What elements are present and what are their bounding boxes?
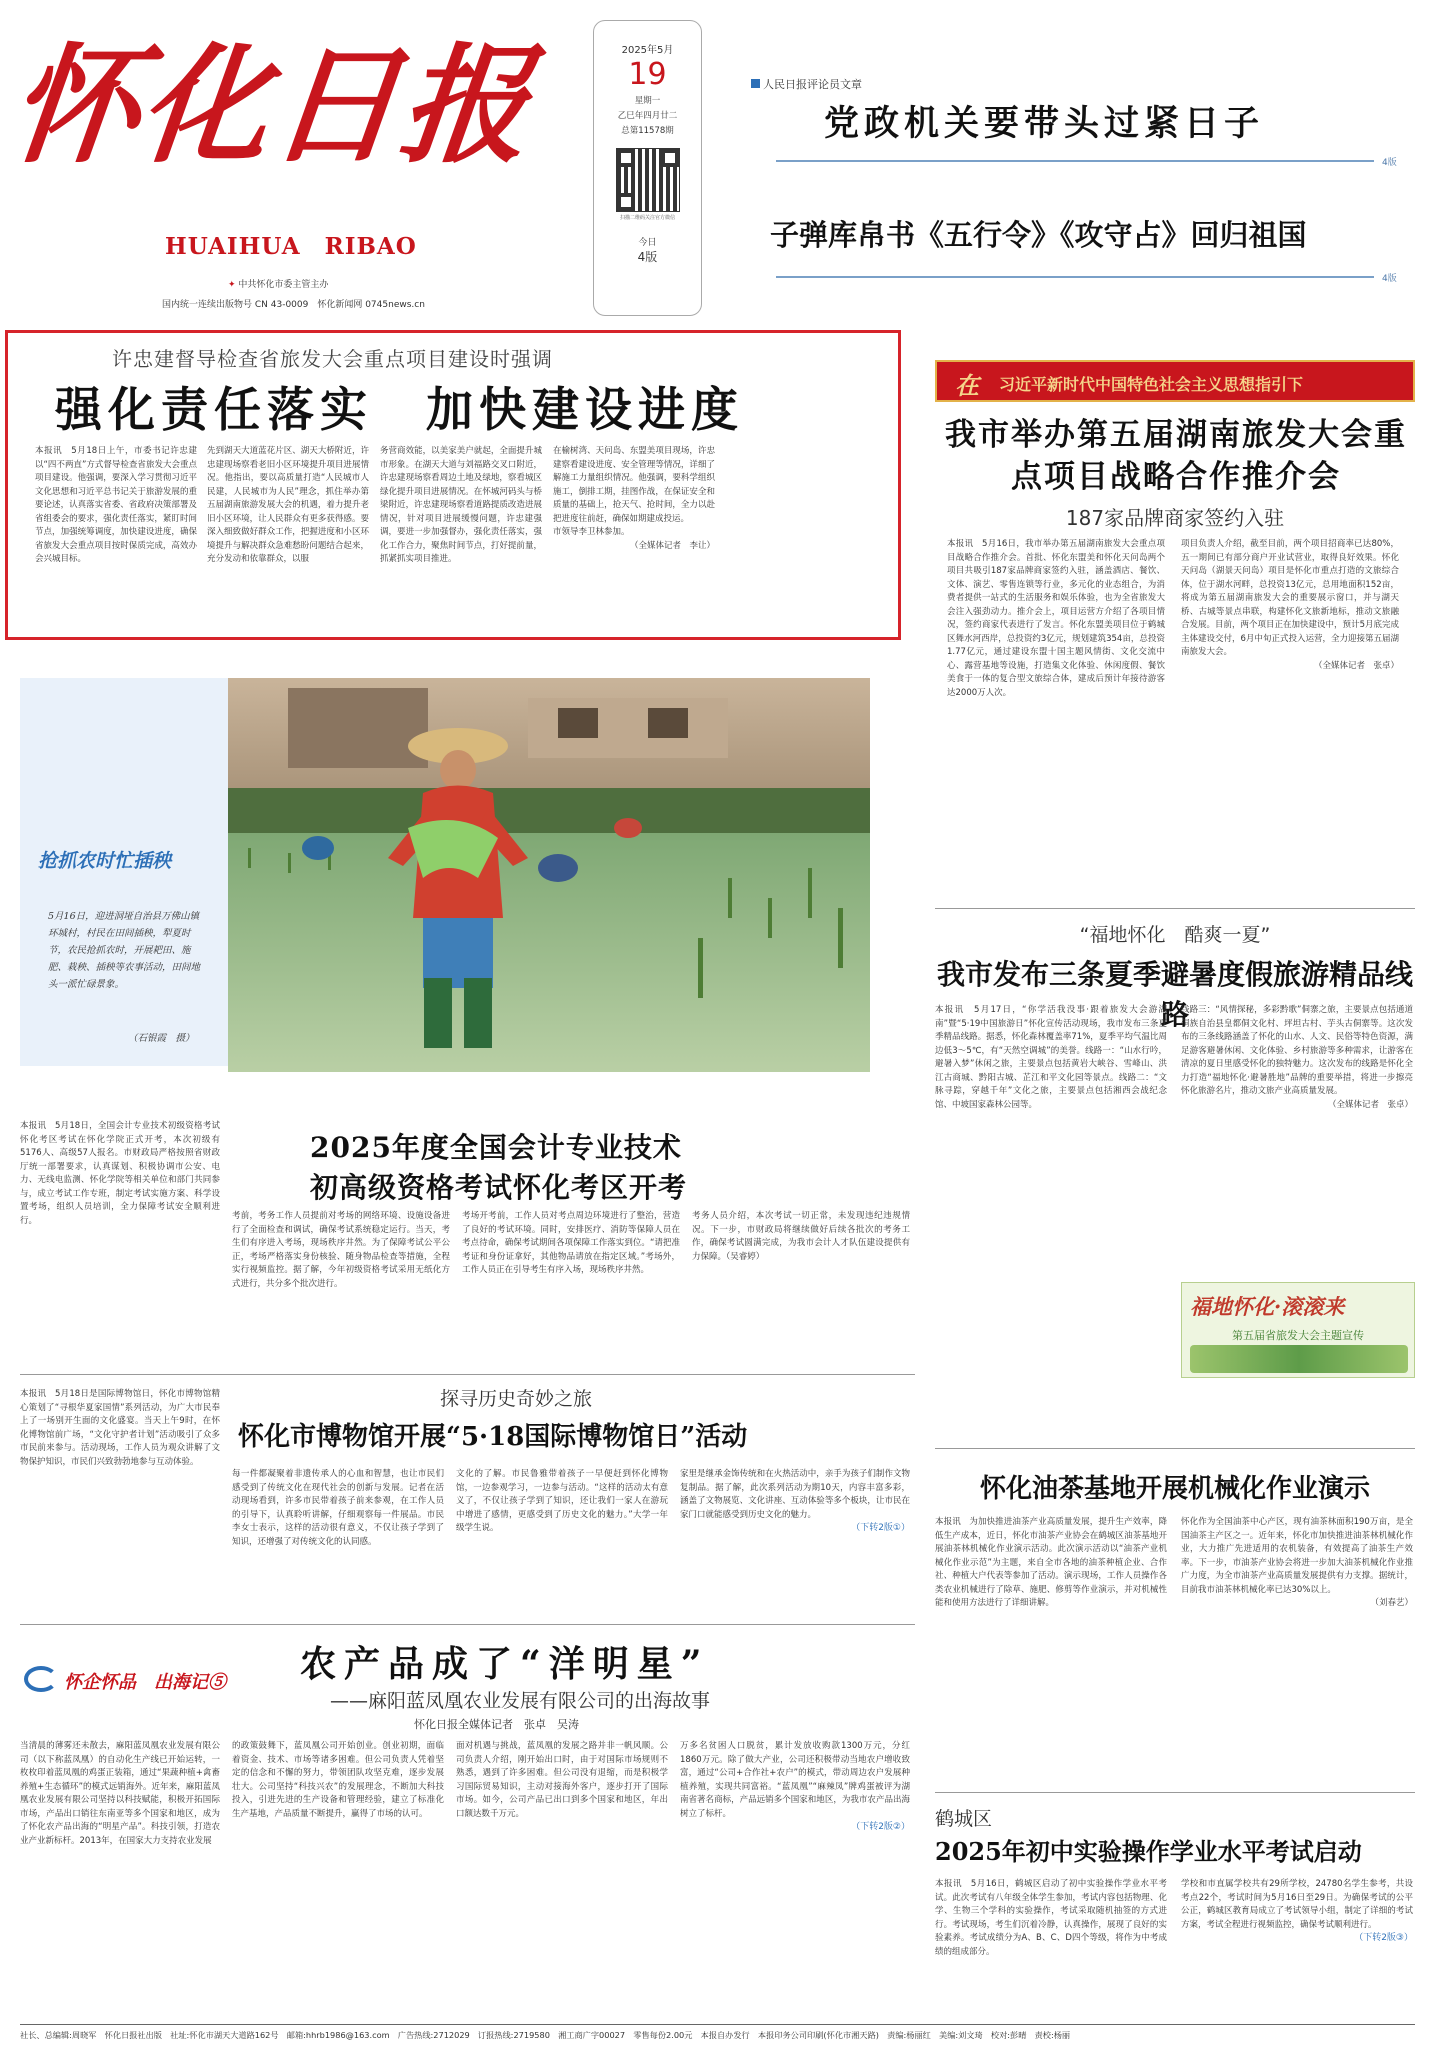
top-headline-1[interactable]: 党政机关要带头过紧日子 — [824, 103, 1265, 144]
issue-number: 总第11578期 — [621, 126, 674, 136]
lead-col-4: 在榆树湾、天问岛、东盟美项目现场，许忠建察看建设进度、安全管理等情况，详细了解施工力量组织情况。他强调，要科学组织施工，倒排工期，挂图作战，在保证安全和质量的基础上，抢天气、抢时间，全力以赴把进度往前赶，确保如期建成投运。 市领导李卫林参加。 （全媒体记者 李让） — [553, 446, 715, 551]
hecheng-continued-link[interactable]: （下转2版③） — [1354, 1933, 1413, 1943]
series-logo-text: 怀企怀品 出海记⑤ — [64, 1672, 226, 1693]
hecheng-col-2: 学校和市直属学校共有29所学校，24780名学生参考，共设考点22个，考试时间为5月16日至29日。为确保考试的公平公正，鹤城区教育局成立了考试领导小组，制定了详细的考试方案，考试全程进行视频监控，确保考试顺利进行。 （下转2版③） — [1181, 1878, 1413, 2018]
publisher: 中共怀化市委主管主办 — [238, 280, 329, 290]
lead-col-1: 本报讯 5月18日上午，市委书记许忠建以“四不两直”方式督导检查省旅发大会重点项目建设。他强调，要深入学习贯彻习近平文化思想和习近平总书记关于旅游发展的重要论述，认真落实省委、省政府决策部署及省组委会的要求，强化责任落实，紧盯时间节点，加强统筹调度，加快建设进度，确保省旅发大会重点项目按时保质完成，高效办会兴城目标。 — [35, 446, 197, 564]
series-logo — [24, 1660, 264, 1700]
hecheng-story — [935, 1800, 1415, 2020]
qr-code-icon[interactable] — [617, 149, 679, 211]
photo-title: 抢抓农时忙插秧 — [38, 850, 172, 872]
side2-title[interactable]: 我市发布三条夏季避暑度假旅游精品线路 — [936, 958, 1413, 1031]
masthead — [0, 0, 1430, 320]
footer-rule — [20, 2024, 1415, 2025]
hecheng-title[interactable]: 2025年初中实验操作学业水平考试启动 — [935, 1837, 1362, 1866]
photo-caption-panel — [20, 678, 228, 1066]
museum-col-1: 本报讯 5月18日是国际博物馆日，怀化市博物馆精心策划了“寻根华夏家国情”系列活动，为广大市民奉上了一场别开生面的文化盛宴。当天上午9时，在怀化博物馆前广场，“文化守护者计划”活动吸引了众多市民前来参与。活动现场，工作人员为观众讲解了文物保护知识，市民们兴致勃勃地参与互动体验。 — [20, 1389, 220, 1467]
agri-col-4: 万多名贫困人口脱贫，累计发放收购款1300万元，分红1860万元。除了做大产业，公司还积极带动当地农户增收致富，通过“公司+合作社+农户”的模式，带动周边农户发展种植养殖，实现共同富裕。“蓝凤凰”“麻辣凤”牌鸡蛋被评为湖南省著名商标，产品远销多个国家和地区，为我市农产品出海树立了标杆。 （下转2版②） — [680, 1740, 910, 2016]
date-lunar: 乙巳年四月廿二 — [617, 111, 678, 121]
tea-col-2: 怀化作为全国油茶中心产区，现有油茶林面积190万亩，是全国油茶主产区之一。近年来，怀化市加快推进油茶林机械化作业，大力推广先进适用的农机装备，有效提高了油茶生产效率。下一步，市油茶产业协会将进一步加大油茶机械化作业推广力度，为全市油茶产业高质量发展提供有力支撑。据统计，目前我市油茶林机械化率已达30%以上。 （刘春艺） — [1181, 1517, 1413, 1608]
tea-story — [935, 1456, 1415, 1788]
agri-continued-link[interactable]: （下转2版②） — [851, 1822, 910, 1832]
side2-col-1: 本报讯 5月17日，“你学活我没事·跟着旅发大会游湖南”暨“5·19中国旅游日”怀化宣传活动现场，我市发布三条夏季精品线路。据悉，怀化森林覆盖率71%，夏季平均气温比周边低3～5℃，有“天然空调城”的美誉。线路一：“山水行吟，避暑入梦”休闲之旅，主要景点包括黄岩大峡谷、雪峰山、洪江古商城、黔阳古城、芷江和平文化园等景点。线路二：“文脉寻踪，穿越千年”文化之旅，主要景点包括湘西会战纪念馆、中坡国家森林公园等。 — [935, 1005, 1167, 1110]
lead-col-3: 务营商效能，以美家美户就起，全面提升城市形象。在湖天大道与刘福路交叉口附近，许忠建现场察看周边土地及绿地，察看城区绿化提升项目进展情况。在怀城河码头与桥梁附近，许忠建现场察看道路提质改造进展情况，针对项目进展缓慢问题，许忠建强调，要进一步加强督办，强化责任落实，强化工作合力，聚焦时间节点，打好提前量，抓紧抓实项目推进。 — [380, 446, 542, 564]
tea-title[interactable]: 怀化油茶基地开展机械化作业演示 — [979, 1474, 1370, 1504]
side1-subtitle: 187家品牌商家签约入驻 — [1065, 506, 1285, 530]
lead-col-2: 先到湖天大道蓝花片区、湖天大桥附近，许忠建现场察看老旧小区环境提升项目进展情况。他指出，要以高质量打造“人民城市人民建，人民城市为人民”理念，抓住举办第五届湖南旅游发展大会的机遇，着力提升老旧小区环境，让人民群众有更多获得感。要深入细致做好群众工作，把握进度和小区环境提升与解决群众急难愁盼问题结合起来，充分发动和依靠群众，以服 — [207, 446, 369, 564]
agri-col-2: 的政策鼓舞下，蓝凤凰公司开始创业。创业初期，面临着资金、技术、市场等诸多困难。但公司负责人凭着坚定的信念和不懈的努力，带领团队攻坚克难，逐步发展壮大。公司坚持“科技兴农”的发展理念，不断加大科技投入，引进先进的生产设备和管理经验，建立了标准化生产基地，产品质量不断提升，赢得了市场的认可。 — [232, 1741, 444, 1819]
museum-title[interactable]: 怀化市博物馆开展“5·18国际博物馆日”活动 — [238, 1422, 748, 1452]
tourism-ad-title: 福地怀化·滚滚来 — [1190, 1294, 1345, 1319]
photo-illustration — [228, 678, 870, 1072]
side2-col-2: 线路三：“风情探秘，多彩黔歌”侗寨之旅，主要景点包括通道侗族自治县皇都侗文化村、坪坦古村、芋头古侗寨等。这次发布的三条线路涵盖了怀化的山水、人文、民俗等特色资源，满足游客避暑休闲、文化体验、乡村旅游等多种需求，让游客在清凉的夏日里感受怀化的独特魅力。这次发布的线路是怀化全力打造“福地怀化·避暑胜地”品牌的重要举措，将进一步擦亮怀化旅游名片，推动文旅产业高质量发展。 （全媒体记者 张卓） — [1181, 1005, 1413, 1110]
museum-story — [20, 1380, 915, 1620]
tea-col-1: 本报讯 为加快推进油茶产业高质量发展，提升生产效率，降低生产成本，近日，怀化市油茶产业协会在鹤城区油茶基地开展油茶林机械化作业演示活动。此次演示活动以“油茶产业机械化作业示范”为主题，来自全市各地的油茶种植企业、合作社、种植大户代表等参加了活动。演示现场，工作人员操作各类农业机械进行了除草、施肥、修剪等作业演示，并对机械性能和使用方法进行了详细讲解。 — [935, 1517, 1167, 1608]
ref-page-2[interactable]: 4版 — [1382, 274, 1397, 284]
publisher-logo-icon: ✦ — [228, 280, 239, 290]
commentary-kicker: 人民日报评论员文章 — [751, 76, 862, 92]
exam-col-3: 考场开考前，工作人员对考点周边环境进行了整治，营造了良好的考试环境。同时，安排医疗、消防等保障人员在考点待命，确保考试期间各项保障工作落实到位。“请把准考证和身份证拿好，其他物品请放在指定区域。”考场外，工作人员正在引导考生有序入场，现场秩序井然。 — [462, 1211, 680, 1275]
photo-credit: （石银霞 摄） — [128, 1033, 195, 1044]
ref-line-2 — [776, 276, 1374, 278]
agri-col-1: 当清晨的薄雾还未散去，麻阳蓝凤凰农业发展有限公司（以下称蓝凤凰）的自动化生产线已开始运转，一枚枚印着蓝凤凰的鸡蛋正装箱，通过“果蔬种植+禽畜养殖+生态循环”的模式远销海外。近年来，麻阳蓝凤凰农业发展有限公司坚持以科技赋能，积极开拓国际市场，产品出口销往东南亚等多个国家和地区，成为了怀化农产品出海的“明星产品”。科技引领，打造农业产业新标杆。2013年，在国家大力支持农业发展 — [20, 1741, 220, 1846]
museum-col-3: 文化的了解。市民鲁雅带着孩子一早便赶到怀化博物馆，一边参观学习，一边参与活动。“这样的活动太有意义了，不仅让孩子学到了知识，还让我们一家人在游玩中增进了感情，更感受到了历史文化的魅力。”大学一年级学生说。 — [456, 1469, 668, 1533]
museum-continued-link[interactable]: （下转2版①） — [851, 1523, 910, 1533]
agri-subtitle: ——麻阳蓝凤凰农业发展有限公司的出海故事 — [330, 1690, 711, 1712]
hecheng-kicker: 鹤城区 — [935, 1808, 993, 1830]
divider-exam — [20, 1374, 915, 1375]
tourism-ad[interactable] — [1181, 1282, 1415, 1378]
qr-caption: 扫描二维码关注官方微信 — [619, 215, 675, 221]
date-year-month: 2025年5月 — [621, 45, 674, 56]
divider-tea — [935, 1792, 1415, 1793]
publisher-line — [228, 277, 328, 290]
agri-title[interactable]: 农产品成了“洋明星” — [300, 1643, 710, 1685]
hecheng-col-1: 本报讯 5月16日，鹤城区启动了初中实验操作学业水平考试。此次考试有八年级全体学生参加，考试内容包括物理、化学、生物三个学科的实验操作，考试采取随机抽签的方式进行。考试现场，考生们沉着冷静，认真操作，展现了良好的实验素养。考试成绩分为A、B、C、D四个等级，将作为中考成绩的组成部分。 — [935, 1879, 1167, 1957]
museum-col-4: 家里是继承金饰传统和在火热活动中，亲手为孩子们制作文物复制品。据了解，此次系列活动为期10天，内容丰富多彩，涵盖了文物展览、文化讲座、互动体验等多个板块，让市民在家门口就能感受到历史文化的魅力。 （下转2版①） — [680, 1468, 910, 1618]
exam-story — [20, 1110, 915, 1368]
kicker-square-icon — [751, 79, 760, 88]
divider-museum — [20, 1624, 915, 1625]
date-weekday: 星期一 — [634, 96, 661, 106]
ref-line-1 — [776, 160, 1374, 162]
masthead-codes: 国内统一连续出版物号 CN 43-0009 怀化新闻网 0745news.cn — [162, 300, 425, 310]
side2-kicker: “福地怀化 酷爽一夏” — [1079, 924, 1271, 946]
divider-side2 — [935, 1448, 1415, 1449]
exam-col-4: 考务人员介绍，本次考试一切正常，未发现违纪违规情况。下一步，市财政局将继续做好后续各批次的考务工作，确保考试圆满完成，为我市会计人才队伍建设提供有力保障。（吴睿婷） — [692, 1211, 910, 1262]
banner-text: 习近平新时代中国特色社会主义思想指引下 — [999, 375, 1304, 394]
photo-caption: 5月16日，迎进洞垭自治县万佛山镇环城村，村民在田间插秧，犁夏时节，农民抢抓农时，开展耙田、施肥、栽秧、插秧等农事活动，田间地头一派忙碌景象。 — [48, 911, 201, 990]
exam-title-line1[interactable]: 2025年度全国会计专业技术 — [310, 1131, 682, 1164]
pages-value: 4版 — [637, 250, 658, 264]
museum-col-2: 每一件都凝聚着非遗传承人的心血和智慧，也让市民们感受到了传统文化在现代社会的创新与发展。记者在活动现场看到，许多市民带着孩子前来参观，在工作人员的引导下，认真聆听讲解，仔细观察每一件展品。市民李女士表示，这样的活动很有意义，不仅让孩子学到了知识，还增强了对传统文化的认同感。 — [232, 1469, 444, 1547]
ref-page-1[interactable]: 4版 — [1382, 158, 1397, 168]
photo-rice-planting — [228, 678, 870, 1072]
agri-story — [20, 1630, 915, 2020]
date-day: 19 — [628, 57, 667, 92]
banner-badge: 在 — [955, 371, 979, 400]
tourism-ad-scene-icon — [1190, 1345, 1408, 1373]
date-box — [593, 20, 702, 316]
exam-col-2: 考前，考务工作人员提前对考场的网络环境、设施设备进行了全面检查和调试，确保考试系统稳定运行。当天，考生们有序进入考场，现场秩序井然。为了保障考试公平公正，考场严格落实身份核验、随身物品检查等措施，全程实行视频监控。据了解，今年初级资格考试采用无纸化方式进行，共分多个批次进行。 — [232, 1211, 450, 1289]
pages-label: 今日 — [638, 238, 657, 248]
side1-col-1: 本报讯 5月16日，我市举办第五届湖南旅发大会重点项目战略合作推介会。首批、怀化东盟美和怀化天问岛两个项目共吸引187家品牌商家签约入驻，涵盖酒店、餐饮、文体、演艺、零售连锁等行业，多元化的业态组合，为消费者提供一站式的生活服务和娱乐体验，也为全省旅发大会注入强劲动力。推介会上，项目运营方介绍了各项目情况，签约商家代表进行了发言。怀化东盟美项目位于鹤城区舞水河西岸，总投资约3亿元，规划建筑354亩，总投资1.77亿元，通过建设东盟十国主题风情街、文化交流中心、露营基地等设施，打造集文化体验、休闲度假、餐饮美食于一体的复合型文旅综合体，建成后预计年接待游客达2000万人次。 — [947, 539, 1165, 698]
divider-side1 — [935, 908, 1415, 909]
exam-title-line2[interactable]: 初高级资格考试怀化考区开考 — [310, 1171, 688, 1204]
lead-kicker: 许忠建督导检查省旅发大会重点项目建设时强调 — [112, 347, 553, 371]
lead-title[interactable]: 强化责任落实 加快建设进度 — [55, 383, 744, 438]
top-headline-2[interactable]: 子弹库帛书《五行令》《攻守占》回归祖国 — [770, 218, 1307, 252]
masthead-pinyin: HUAIHUA RIBAO — [165, 233, 417, 260]
lead-story — [5, 330, 901, 640]
museum-kicker: 探寻历史奇妙之旅 — [440, 1388, 593, 1410]
side1-title[interactable]: 我市举办第五届湖南旅发大会重点项目战略合作推介会 — [945, 417, 1407, 495]
agri-col-3: 面对机遇与挑战，蓝凤凰的发展之路并非一帆风顺。公司负责人介绍，刚开始出口时，由于对国际市场规则不熟悉，遇到了许多困难。但公司没有退缩，而是积极学习国际贸易知识，主动对接海外客户，逐步打开了国际市场。如今，公司产品已出口到多个国家和地区，年出口额达数千万元。 — [456, 1741, 668, 1819]
side-story-1 — [935, 360, 1415, 890]
wave-icon — [24, 1666, 58, 1692]
thought-banner — [935, 360, 1415, 402]
exam-col-1: 本报讯 5月18日，全国会计专业技术初级资格考试怀化考区考试在怀化学院正式开考，本次初级有5176人、高级57人报名。市财政局严格按照省财政厅统一部署要求，认真谋划、积极协调市公安、电力、无线电监测、怀化学院等相关单位和部门共同参与，成立考试工作专班，制定考试实施方案、科学设置考场，组织人员培训，全力保障考试安全顺利进行。 — [20, 1121, 220, 1226]
agri-byline: 怀化日报全媒体记者 张卓 吴涛 — [414, 1718, 579, 1731]
tourism-ad-sub: 第五届省旅发大会主题宣传 — [1232, 1329, 1364, 1342]
footer-info: 社长、总编辑:周晓军 怀化日报社出版 社址:怀化市湖天大道路162号 邮箱:hhrb1986@163.com 广告热线:2712029 订报热线:2719580 湘工商广字00027 零售每份2.00元 本报自办发行 本报印务公司印刷(怀化市湘天路) 责编:杨丽红 美编:刘文琦 校对:彭晴 责校:杨丽 — [20, 2030, 1071, 2040]
side1-col-2: 项目负责人介绍，截至目前，两个项目招商率已达80%，五一期间已有部分商户开业试营业，取得良好效果。怀化天问岛（湖景天问岛）项目是怀化市重点打造的文旅综合体，位于湖水河畔，总投资13亿元，总用地面积152亩，将成为第五届湖南旅发大会的重要展示窗口，并与湖天桥、古城等景点串联，构建怀化文旅新地标，推动文旅融合发展。目前，两个项目正在加快建设中，预计5月底完成主体建设交付，6月中旬正式投入运营，全力迎接第五届湖南旅发大会。 （全媒体记者 张卓） — [1181, 539, 1399, 671]
masthead-title: 怀化日报 — [3, 31, 539, 181]
side-story-2 — [935, 916, 1415, 1436]
